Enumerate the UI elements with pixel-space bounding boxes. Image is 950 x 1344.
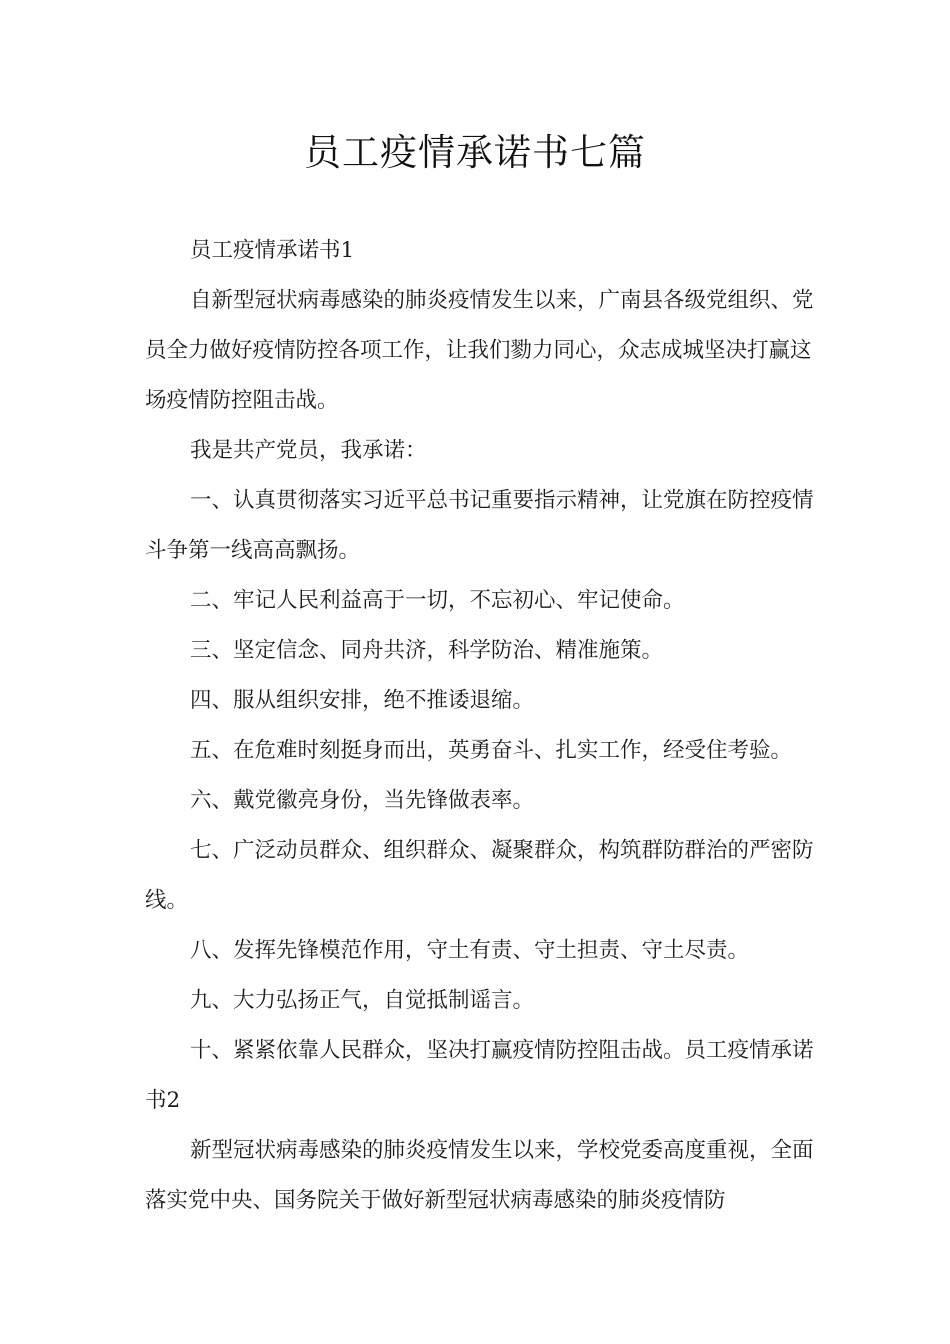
- pledge-item-9: 九、大力弘扬正气，自觉抵制谣言。: [190, 988, 535, 1013]
- paragraph: 自新型冠状病毒感染的肺炎疫情发生以来，广南县各级党组织、党员全力做好疫情防控各项工作，让我们勠力同心，众志成城坚决打赢这场疫情防控阻击战。: [145, 288, 814, 413]
- pledge-item-1: 一、认真贯彻落实习近平总书记重要指示精神，让党旗在防控疫情斗争第一线高高飘扬。: [145, 488, 814, 563]
- pledge-item-7: 七、广泛动员群众、组织群众、凝聚群众，构筑群防群治的严密防线。: [145, 838, 814, 913]
- pledge-item-5: 五、在危难时刻挺身而出，英勇奋斗、扎实工作，经受住考验。: [190, 738, 793, 763]
- document-body: [145, 226, 825, 1226]
- paragraph: 新型冠状病毒感染的肺炎疫情发生以来，学校党委高度重视，全面落实党中央、国务院关于做好新型冠状病毒感染的肺炎疫情防: [145, 1138, 814, 1213]
- pledge-item-8: 八、发挥先锋模范作用，守土有责、守土担责、守土尽责。: [190, 938, 750, 963]
- document-title: 员工疫情承诺书七篇: [304, 131, 646, 174]
- pledge-item-4: 四、服从组织安排，绝不推诿退缩。: [190, 688, 535, 713]
- paragraph: 我是共产党员，我承诺：: [190, 438, 427, 463]
- pledge-item-3: 三、坚定信念、同舟共济，科学防治、精准施策。: [190, 638, 664, 663]
- paragraph-heading-1: 员工疫情承诺书1: [190, 238, 355, 263]
- pledge-item-10: 十、紧紧依靠人民群众，坚决打赢疫情防控阻击战。员工疫情承诺书2: [145, 1038, 814, 1113]
- pledge-item-2: 二、牢记人民利益高于一切，不忘初心、牢记使命。: [190, 588, 685, 613]
- pledge-item-6: 六、戴党徽亮身份，当先锋做表率。: [190, 788, 535, 813]
